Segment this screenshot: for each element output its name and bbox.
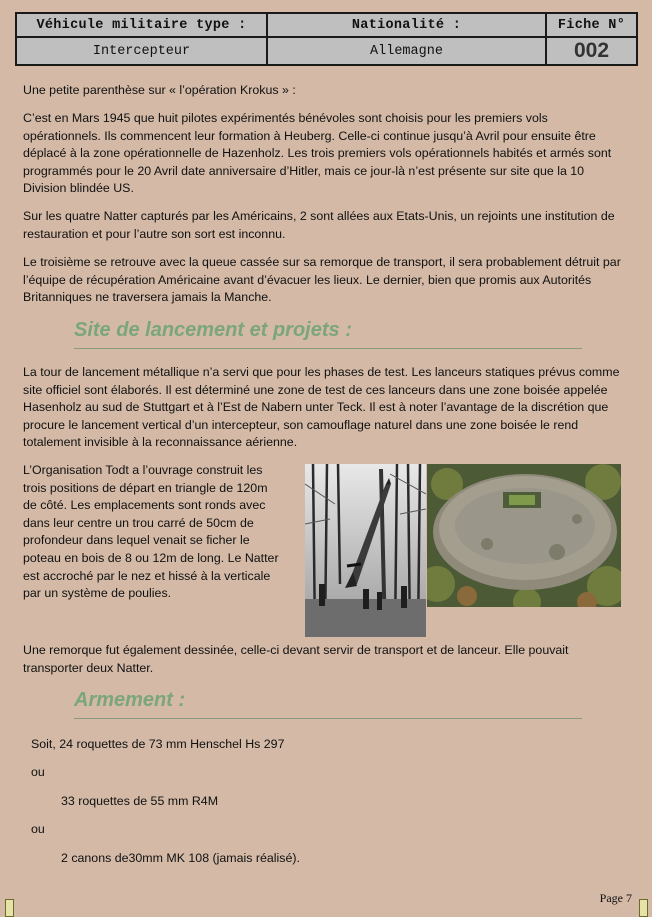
section-heading-armement: Armement : bbox=[74, 689, 582, 719]
todt-line: L’Organisation Todt a l’ouvrage construit les bbox=[23, 463, 263, 477]
launch-tower-paragraph: La tour de lancement métallique n’a servi que pour les phases de test. Les lanceurs statiques prévus comme site officiel sont élaborés. Il est déterminé une zone de test de ces lanceurs dans une zone boisée appelée Hasenholz au sud de Stuttgart et à l’Est de Nabern unter Teck. Il est à noter l’avantage de la discrétion que procure le lancement vertical d’un intercepteur, son camouflage naturel dans une zone boisée le rend totalement invisible à la reconnaissance aérienne. bbox=[23, 365, 620, 450]
sheet-number-value: 002 bbox=[573, 39, 610, 62]
krokus-paragraph: C’est en Mars 1945 que huit pilotes expérimentés bénévoles sont choisis pour les premiers vols opérationnels. Ils commencent leur formation à Heuberg. Celle-ci continue jusqu’à Avril pour ensuite être déplacé à la zone opérationnelle de Hazenholz. Les trois premiers vols opérationnels habités et armés sont programmés pour le 20 Avril date anniversaire d’Hitler, mais ce jour-là n’est présente sur site que la 10 Division blindée US. bbox=[23, 111, 612, 196]
vehicle-info-table bbox=[15, 12, 638, 66]
todt-line: est accroché par le nez et hissé à la verticale bbox=[23, 568, 271, 583]
launch-pad-photo bbox=[427, 464, 621, 607]
todt-line: profondeur dans lequel venait se ficher le bbox=[23, 533, 250, 548]
todt-line: trois positions de départ en triangle de 120m bbox=[23, 480, 268, 495]
page-number: Page 7 bbox=[599, 891, 632, 905]
vehicle-type-label: Véhicule militaire type : bbox=[17, 14, 268, 38]
nationality-label: Nationalité : bbox=[268, 14, 547, 38]
todt-line: dans leur centre un trou carré de 50cm de bbox=[23, 515, 254, 530]
armement-or-1: ou bbox=[31, 765, 45, 779]
natter-launch-photo bbox=[305, 464, 426, 637]
intro-paragraph: Une petite parenthèse sur « l’opération Krokus » : bbox=[23, 83, 296, 97]
armement-option-3: 2 canons de30mm MK 108 (jamais réalisé). bbox=[61, 851, 300, 865]
armement-option-2: 33 roquettes de 55 mm R4M bbox=[61, 794, 219, 808]
section-heading-site: Site de lancement et projets : bbox=[74, 319, 582, 349]
captured-paragraph: Sur les quatre Natter capturés par les Américains, 2 sont allées aux Etats-Unis, un rejoints une institution de restauration et pour l’autre son sort est inconnu. bbox=[23, 209, 615, 241]
third-natter-paragraph: Le troisième se retrouve avec la queue cassée sur sa remorque de transport, il sera probablement détruit par l’équipe de récupération Américaine avant d’évacuer les lieux. Le dernier, bien que promis aux Autorités Britanniques ne traversera jamais la Manche. bbox=[23, 255, 621, 305]
corner-mark-left bbox=[5, 899, 14, 917]
todt-line: poteau en bois de 8 ou 12m de long. Le Natter bbox=[23, 550, 279, 565]
vehicle-type-value: Intercepteur bbox=[17, 38, 268, 64]
todt-line: de côté. Les emplacements sont ronds avec bbox=[23, 498, 266, 513]
trailer-paragraph: Une remorque fut également dessinée, celle-ci devant servir de transport et de lanceur. Elle pouvait transporter deux Natter. bbox=[23, 643, 569, 675]
todt-line: par un système de poulies. bbox=[23, 586, 172, 601]
corner-mark-right bbox=[639, 899, 648, 917]
armement-option-1: Soit, 24 roquettes de 73 mm Henschel Hs 297 bbox=[31, 737, 285, 751]
armement-or-2: ou bbox=[31, 822, 45, 836]
nationality-value: Allemagne bbox=[268, 38, 547, 64]
sheet-number-label: Fiche N° bbox=[547, 14, 636, 38]
todt-paragraph bbox=[23, 462, 303, 603]
